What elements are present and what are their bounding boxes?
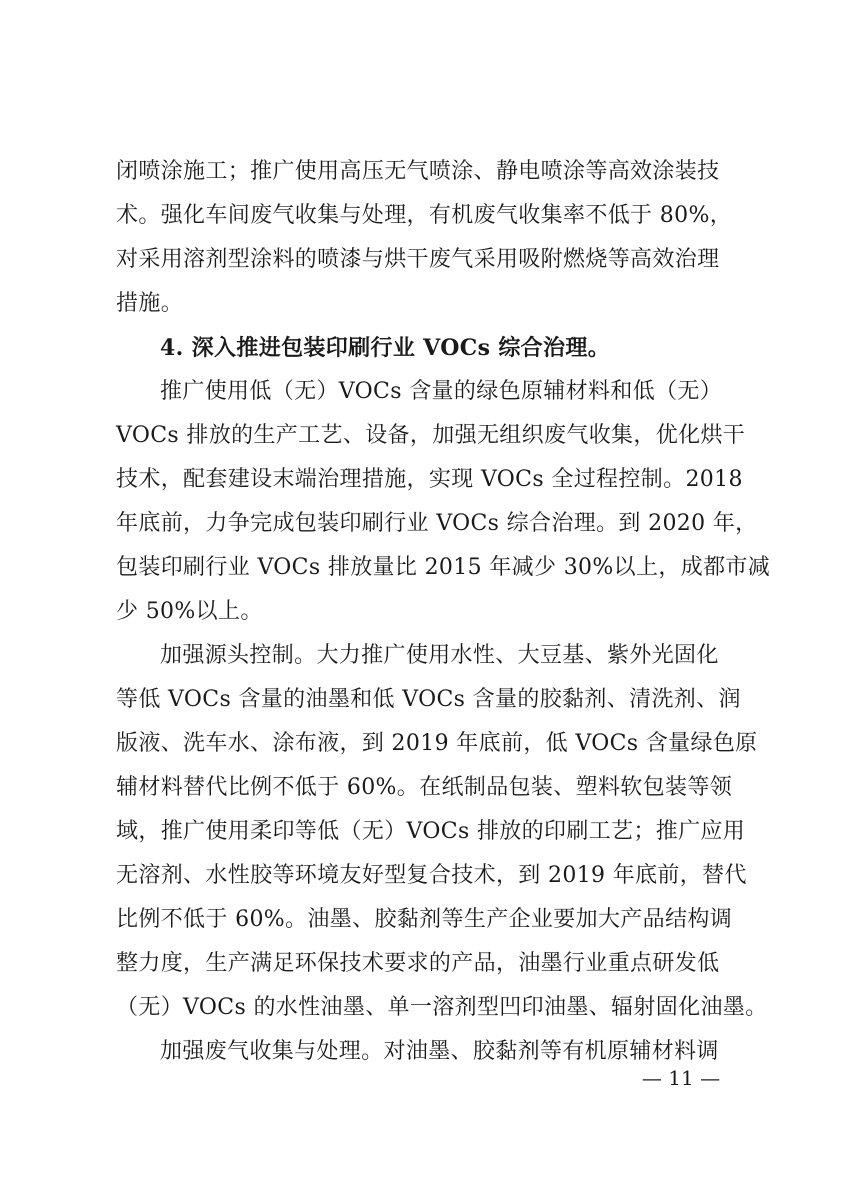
text-line: 推广使用低（无）VOCs 含量的绿色原辅材料和低（无） bbox=[160, 379, 723, 404]
text-line: 术。强化车间废气收集与处理，有机废气收集率不低于 80%， bbox=[116, 203, 733, 228]
paragraph bbox=[116, 370, 771, 634]
text-line: 技术，配套建设末端治理措施，实现 VOCs 全过程控制。2018 bbox=[116, 467, 743, 492]
text-line: 整力度，生产满足环保技术要求的产品，油墨行业重点研发低 bbox=[116, 951, 720, 976]
text-line: 等低 VOCs 含量的油墨和低 VOCs 含量的胶黏剂、清洗剂、润 bbox=[116, 687, 741, 712]
text-line: （无）VOCs 的水性油墨、单一溶剂型凹印油墨、辐射固化油墨。 bbox=[116, 995, 768, 1020]
page-number: — 11 — bbox=[641, 1066, 721, 1090]
text-line: 年底前，力争完成包装印刷行业 VOCs 综合治理。到 2020 年， bbox=[116, 511, 758, 536]
text-line: 辅材料替代比例不低于 60%。在纸制品包装、塑料软包装等领 bbox=[116, 775, 733, 800]
text-line: VOCs 排放的生产工艺、设备，加强无组织废气收集，优化烘干 bbox=[116, 423, 746, 448]
text-line: 对采用溶剂型涂料的喷漆与烘干废气采用吸附燃烧等高效治理 bbox=[116, 247, 720, 272]
text-line: 加强废气收集与处理。对油墨、胶黏剂等有机原辅材料调 bbox=[160, 1039, 719, 1064]
document-body bbox=[116, 150, 771, 1074]
text-line: 措施。 bbox=[116, 291, 184, 316]
text-line: 加强源头控制。大力推广使用水性、大豆基、紫外光固化 bbox=[160, 643, 719, 668]
text-line: 闭喷涂施工；推广使用高压无气喷涂、静电喷涂等高效涂装技 bbox=[116, 159, 720, 184]
text-line: 无溶剂、水性胶等环境友好型复合技术，到 2019 年底前，替代 bbox=[116, 863, 747, 888]
paragraph-continued bbox=[116, 150, 738, 326]
text-line: 比例不低于 60%。油墨、胶黏剂等生产企业要加大产品结构调 bbox=[116, 907, 733, 932]
text-line: 域，推广使用柔印等低（无）VOCs 排放的印刷工艺；推广应用 bbox=[116, 819, 746, 844]
heading-line: 4. 深入推进包装印刷行业 VOCs 综合治理。 bbox=[160, 335, 611, 361]
text-line: 包装印刷行业 VOCs 排放量比 2015 年减少 30%以上，成都市减 bbox=[116, 555, 771, 580]
paragraph bbox=[116, 634, 768, 1030]
text-line: 少 50%以上。 bbox=[116, 599, 263, 624]
text-line: 版液、洗车水、涂布液，到 2019 年底前，低 VOCs 含量绿色原 bbox=[116, 731, 758, 756]
section-heading bbox=[116, 326, 738, 370]
